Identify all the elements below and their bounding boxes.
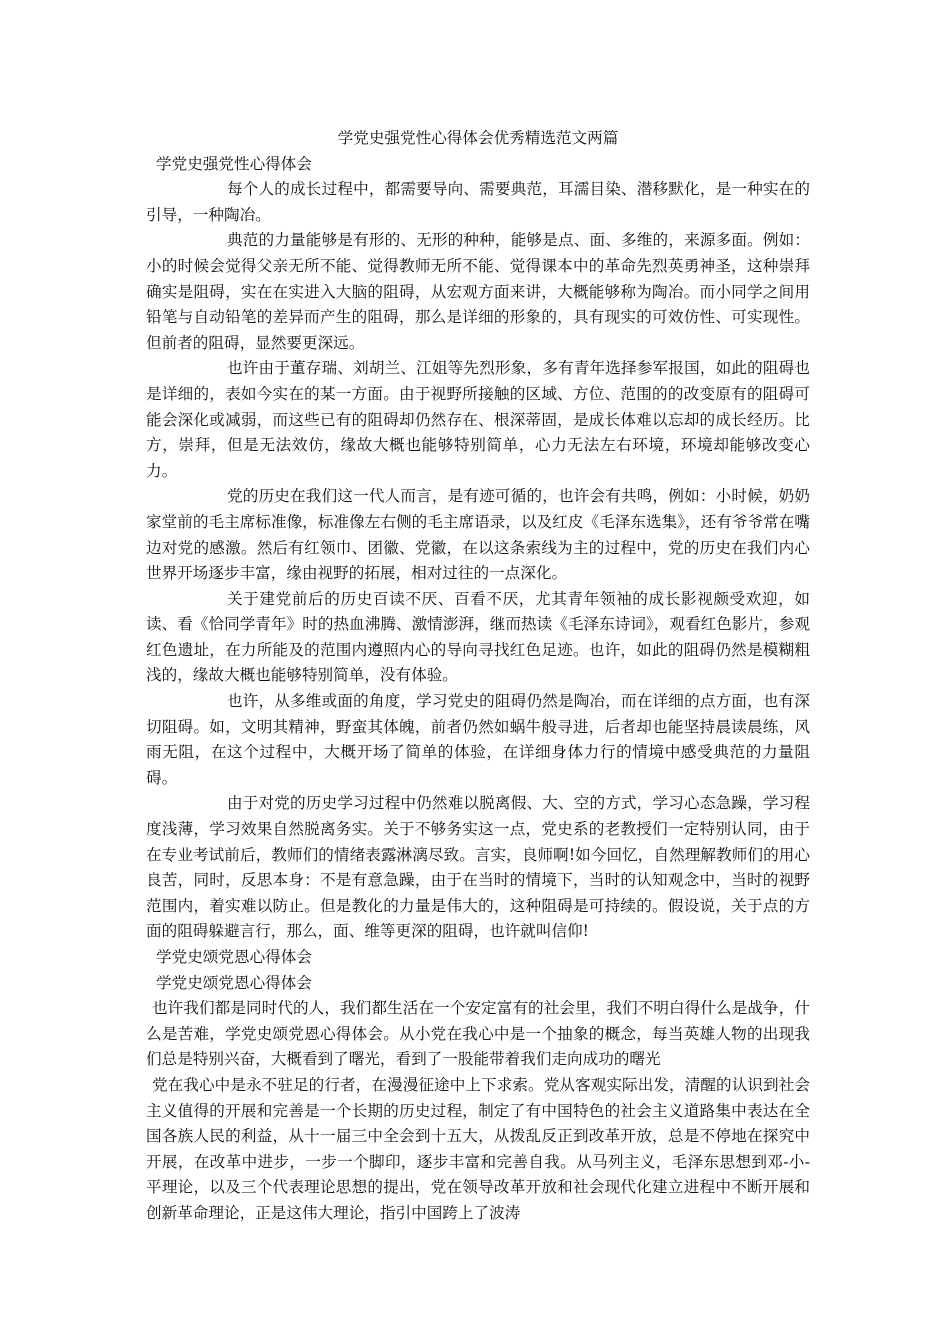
paragraph: 关于建党前后的历史百读不厌、百看不厌，尤其青年领袖的成长影视颇受欢迎，如读、看《恰同学青年》时的热血沸腾、激情澎湃，继而热读《毛泽东诗词》，观看红色影片，参观红色遗址，在力所能及的范围内遵照内心的导向寻找红色足迹。也许，如此的阻碍仍然是模糊粗浅的，缘故大概也能够特别简单，没有体验。 [146,589,810,685]
document-title: 学党史强党性心得体会优秀精选范文两篇 [337,129,619,147]
section-subheading-praise-party: 学党史颂党恩心得体会 [156,973,312,992]
document-body [146,126,810,1227]
section-heading-party-spirit: 学党史强党性心得体会 [156,154,312,173]
paragraph: 也许，从多维或面的角度，学习党史的阻碍仍然是陶冶，而在详细的点方面，也有深切阻碍。如，文明其精神，野蛮其体魄，前者仍然如蜗牛般寻进，后者却也能坚持晨读晨练，风雨无阻，在这个过程中，大概开场了简单的体验，在详细身体力行的情境中感受典范的力量阻碍。 [146,692,810,787]
paragraph: 也许由于董存瑞、刘胡兰、江姐等先烈形象，多有青年选择参军报国，如此的阻碍也是详细的，表如今实在的某一方面。由于视野所接触的区域、方位、范围的的改变原有的阻碍可能会深化或减弱，而这些已有的阻碍却仍然存在、根深蒂固，是成长体难以忘却的成长经历。比方，崇拜，但是无法效仿，缘故大概也能够特别简单，心力无法左右环境，环境却能够改变心力。 [146,359,810,480]
section-heading-praise-party: 学党史颂党恩心得体会 [156,948,312,966]
paragraph: 也许我们都是同时代的人，我们都生活在一个安定富有的社会里，我们不明白得什么是战争，什么是苦难，学党史颂党恩心得体会。从小党在我心中是一个抽象的概念，每当英雄人物的出现我们总是特别兴奋，大概看到了曙光，看到了一股能带着我们走向成功的曙光 [146,999,810,1069]
paragraph: 党在我心中是永不驻足的行者，在漫漫征途中上下求索。党从客观实际出发，清醒的认识到社会主义值得的开展和完善是一个长期的历史过程，制定了有中国特色的社会主义道路集中表达在全国各族人民的利益，从十一届三中全会到十五大，从拨乱反正到改革开放，总是不停地在探究中开展，在改革中进步，一步一个脚印，逐步丰富和完善自我。从马列主义，毛泽东思想到邓-小-平理论，以及三个代表理论思想的提出，党在领导改革开放和社会现代化建立进程中不断开展和创新革命理论，正是这伟大理论，指引中国跨上了波涛 [146,1075,810,1222]
paragraph: 由于对党的历史学习过程中仍然难以脱离假、大、空的方式，学习心态急躁，学习程度浅薄，学习效果自然脱离务实。关于不够务实这一点，党史系的老教授们一定特别认同，由于在专业考试前后，教师们的情绪表露淋漓尽致。言实，良师啊!如今回忆，自然理解教师们的用心良苦，同时，反思本身：不是有意急躁，由于在当时的情境下，当时的认知观念中，当时的视野范围内，着实难以防止。但是教化的力量是伟大的，这种阻碍是可持续的。假设说，关于点的方面的阻碍躲避言行，那么，面、维等更深的阻碍，也许就叫信仰! [146,794,810,941]
paragraph: 每个人的成长过程中，都需要导向、需要典范，耳濡目染、潜移默化，是一种实在的引导，一种陶冶。 [146,180,810,224]
paragraph: 典范的力量能够是有形的、无形的种种，能够是点、面、多维的，来源多面。例如：小的时候会觉得父亲无所不能、觉得教师无所不能、觉得课本中的革命先烈英勇神圣，这种崇拜确实是阻碍，实在在实进入大脑的阻碍，从宏观方面来讲，大概能够称为陶冶。而小同学之间用铅笔与自动铅笔的差异而产生的阻碍，那么是详细的形象的，具有现实的可效仿性、可实现性。但前者的阻碍，显然要更深远。 [146,231,810,352]
paragraph: 党的历史在我们这一代人而言，是有迹可循的，也许会有共鸣，例如：小时候，奶奶家堂前的毛主席标准像，标准像左右侧的毛主席语录，以及红皮《毛泽东选集》，还有爷爷常在嘴边对党的感激。然后有红领巾、团徽、党徽，在以这条索线为主的过程中，党的历史在我们内心世界开场逐步丰富，缘由视野的拓展，相对过往的一点深化。 [146,487,810,583]
